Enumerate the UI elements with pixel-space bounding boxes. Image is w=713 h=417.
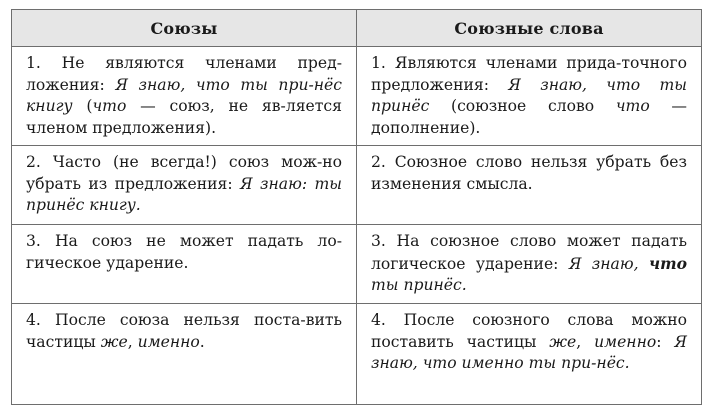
- cell-conjunctive-words-1: [357, 47, 702, 146]
- header-conjunctions: Союзы: [12, 10, 357, 47]
- cell-text: 4. После союза нельзя поста-вить частицы: [26, 311, 342, 351]
- stressed-word: что: [648, 253, 687, 273]
- header-row: [12, 10, 702, 47]
- table-row: [12, 225, 702, 304]
- table-row: [12, 304, 702, 405]
- cell-conjunctions-3: [12, 225, 357, 304]
- example-text: Я знаю, что именно ты при-нёс.: [371, 332, 687, 372]
- cell-text: 3. На союз не может падать ло-гическое ударение.: [26, 232, 342, 272]
- example-text: Я знаю,: [568, 254, 649, 273]
- particle-word: именно: [137, 332, 200, 351]
- example-text: Я знаю, что ты принёс: [371, 75, 687, 115]
- particle-word: же: [100, 332, 128, 351]
- cell-text: .: [199, 332, 205, 351]
- cell-conjunctive-words-3: [357, 225, 702, 304]
- cell-text: 2. Часто (не всегда!) союз мож-но убрать из предложения:: [26, 153, 342, 193]
- cell-text: 1. Не являются членами пред-ложения:: [26, 54, 342, 94]
- cell-text: (: [72, 97, 93, 115]
- term-word: что: [92, 97, 127, 115]
- term-word: что: [615, 97, 650, 115]
- comparison-table: [11, 9, 702, 405]
- cell-conjunctions-2: [12, 146, 357, 225]
- cell-text: 2. Союзное слово нельзя убрать без изменения смысла.: [371, 153, 687, 193]
- table-row: [12, 146, 702, 225]
- cell-text: 4. После союзного слова можно поставить частицы: [371, 311, 687, 351]
- particle-word: же: [549, 332, 577, 351]
- cell-conjunctions-1: [12, 47, 357, 146]
- particle-word: именно: [594, 332, 657, 351]
- cell-text: 3. На союзное слово может падать логическое ударение:: [371, 232, 687, 273]
- table-row: [12, 47, 702, 146]
- cell-text: ,: [127, 332, 138, 351]
- example-text: Я знаю, что ты при-нёс книгу: [26, 75, 342, 115]
- cell-text: :: [656, 332, 675, 351]
- cell-conjunctions-4: [12, 304, 357, 405]
- cell-conjunctive-words-4: [357, 304, 702, 405]
- cell-text: (союзное слово: [429, 97, 616, 115]
- header-conjunctive-words: Союзные слова: [357, 10, 702, 47]
- cell-text: 1. Являются членами прида-точного предложения:: [371, 54, 687, 94]
- cell-text: — дополнение).: [371, 97, 687, 137]
- cell-conjunctive-words-2: [357, 146, 702, 225]
- example-text: ты принёс.: [371, 276, 467, 294]
- cell-text: ,: [576, 332, 595, 351]
- example-text: Я знаю: ты принёс книгу.: [26, 174, 342, 214]
- cell-text: — союз, не яв-ляется членом предложения).: [26, 97, 342, 137]
